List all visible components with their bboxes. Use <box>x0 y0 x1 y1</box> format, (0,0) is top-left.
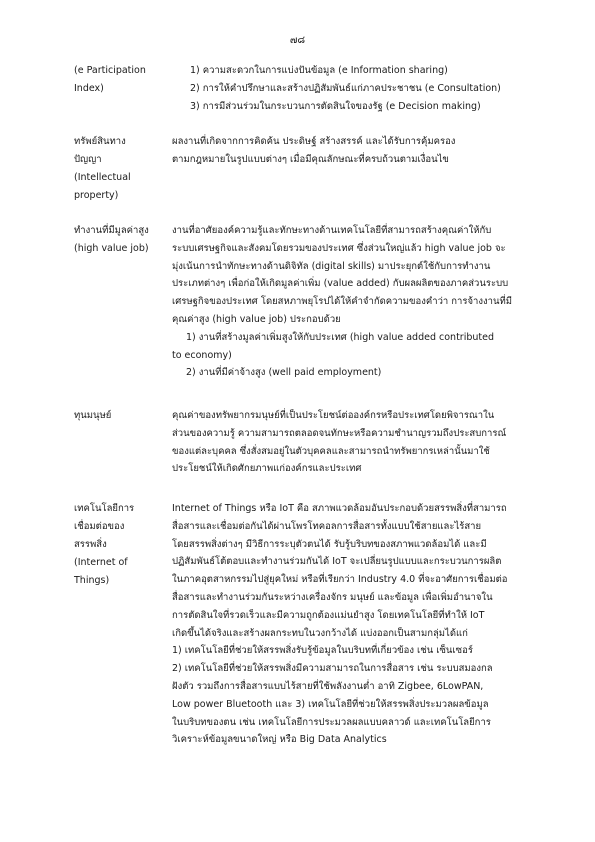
entry-term <box>74 407 169 425</box>
desc-line: ฝังตัว รวมถึงการสื่อสารแบบไร้สายที่ใช้พลังงานต่ำ อาทิ Zigbee, 6LowPAN, <box>172 680 484 692</box>
entry-description <box>172 222 534 382</box>
desc-line: to economy) <box>172 349 232 361</box>
term-line: เทคโนโลยีการ <box>74 503 135 514</box>
desc-line: สื่อสารและเชื่อมต่อกันได้ผ่านโพรโทคอลการสื่อสารทั้งแบบใช้สายและไร้สาย <box>172 520 482 532</box>
term-line: property) <box>74 190 119 201</box>
desc-line: ผลงานที่เกิดจากการคิดค้น ประดิษฐ์ สร้างสรรค์ และได้รับการคุ้มครอง <box>172 136 456 147</box>
desc-line: 2) การให้คำปรึกษาและสร้างปฏิสัมพันธ์แก่ภาคประชาชน (e Consultation) <box>190 82 501 94</box>
desc-line: Internet of Things หรือ IoT คือ สภาพแวดล้อมอันประกอบด้วยสรรพสิ่งที่สามารถ <box>172 503 507 514</box>
entry-term <box>74 62 169 98</box>
entry-description <box>172 500 534 749</box>
desc-line: Low power Bluetooth และ 3) เทคโนโลยีที่ช่วยให้สรรพสิ่งประมวลผลข้อมูล <box>172 698 489 710</box>
term-line: ทรัพย์สินทาง <box>74 136 126 147</box>
desc-line: ระบบเศรษฐกิจและสังคมโดยรวมของประเทศ ซึ่งส่วนใหญ่แล้ว high value job จะ <box>172 242 506 254</box>
entry-term <box>74 222 169 258</box>
desc-line: 1) ความสะดวกในการแบ่งปันข้อมูล (e Information sharing) <box>190 65 448 76</box>
desc-line: คุณค่าของทรัพยากรมนุษย์ที่เป็นประโยชน์ต่อองค์กรหรือประเทศโดยพิจารณาใน <box>172 410 495 421</box>
desc-line: คุณค่าสูง (high value job) ประกอบด้วย <box>172 313 341 325</box>
desc-line: ของแต่ละบุคคล ซึ่งสั่งสมอยู่ในตัวบุคคลและสามารถนำทรัพยากรเหล่านั้นมาใช้ <box>172 445 490 457</box>
desc-line: ประเภทต่างๆ เพื่อก่อให้เกิดมูลค่าเพิ่ม (value added) กับผลผลิตของภาคส่วนระบบ <box>172 278 509 290</box>
entry-term <box>74 133 169 205</box>
entry-description <box>172 133 534 169</box>
page-number: ๗๘ <box>289 35 306 46</box>
entry-term <box>74 500 169 590</box>
desc-line: โดยสรรพสิ่งต่างๆ มีวิธีการระบุตัวตนได้ รับรู้บริบทของสภาพแวดล้อมได้ และมี <box>172 538 487 550</box>
desc-line: เกิดขึ้นได้จริงและสร้างผลกระทบในวงกว้างได้ แบ่งออกเป็นสามกลุ่มได้แก่ <box>172 627 468 639</box>
term-line: (e Participation <box>74 65 146 76</box>
desc-line: ในบริบทของตน เช่น เทคโนโลยีการประมวลผลแบบคลาวด์ และเทคโนโลยีการ <box>172 716 491 728</box>
desc-line: 1) เทคโนโลยีที่ช่วยให้สรรพสิ่งรับรู้ข้อมูลในบริบทที่เกี่ยวข้อง เช่น เซ็นเซอร์ <box>172 645 473 657</box>
term-line: เชื่อมต่อของ <box>74 521 125 532</box>
term-line: (Internet of <box>74 557 128 568</box>
desc-line: 2) งานที่มีค่าจ้างสูง (well paid employment) <box>186 367 382 379</box>
desc-line: 2) เทคโนโลยีที่ช่วยให้สรรพสิ่งมีความสามารถในการสื่อสาร เช่น ระบบสมองกล <box>172 663 493 675</box>
desc-line: 3) การมีส่วนร่วมในกระบวนการตัดสินใจของรัฐ (e Decision making) <box>190 100 481 112</box>
desc-line: มุ่งเน้นการนำทักษะทางด้านดิจิทัล (digital skills) มาประยุกต์ใช้กับการทำงาน <box>172 260 491 272</box>
desc-line: การตัดสินใจที่รวดเร็วและมีความถูกต้องแม่นยำสูง โดยเทคโนโลยีที่ทำให้ IoT <box>172 609 485 621</box>
desc-line: ปฏิสัมพันธ์โต้ตอบและทำงานร่วมกันได้ IoT จะเปลี่ยนรูปแบบและกระบวนการผลิต <box>172 556 502 568</box>
desc-line: 1) งานที่สร้างมูลค่าเพิ่มสูงให้กับประเทศ (high value added contributed <box>186 331 494 343</box>
desc-line: ตามกฎหมายในรูปแบบต่างๆ เมื่อมีคุณลักษณะที่ครบถ้วนตามเงื่อนไข <box>172 153 449 165</box>
term-line: (high value job) <box>74 243 149 254</box>
term-line: สรรพสิ่ง <box>74 539 107 550</box>
desc-line: ส่วนของความรู้ ความสามารถตลอดจนทักษะหรือความชำนาญรวมถึงประสบการณ์ <box>172 427 507 439</box>
desc-line: ประโยชน์ให้เกิดศักยภาพแก่องค์กรและประเทศ <box>172 463 362 475</box>
term-line: Index) <box>74 83 104 94</box>
desc-line: งานที่อาศัยองค์ความรู้และทักษะทางด้านเทคโนโลยีที่สามารถสร้างคุณค่าให้กับ <box>172 225 492 236</box>
entry-description <box>172 62 534 115</box>
term-line: ทำงานที่มีมูลค่าสูง <box>74 225 149 236</box>
desc-line: เศรษฐกิจของประเทศ โดยสหภาพยุโรปได้ให้คำจำกัดความของคำว่า การจ้างงานที่มี <box>172 296 512 308</box>
term-line: ปัญญา <box>74 154 102 165</box>
term-line: ทุนมนุษย์ <box>74 410 112 421</box>
desc-line: ในภาคอุตสาหกรรมไปสู่ยุคใหม่ หรือที่เรียกว่า Industry 4.0 ที่จะอาศัยการเชื่อมต่อ <box>172 574 508 586</box>
term-line: Things) <box>74 575 110 586</box>
desc-line: วิเคราะห์ข้อมูลขนาดใหญ่ หรือ Big Data Analytics <box>172 734 387 746</box>
entry-description <box>172 407 534 478</box>
term-line: (Intellectual <box>74 172 131 183</box>
desc-line: สื่อสารและทำงานร่วมกันระหว่างเครื่องจักร มนุษย์ และข้อมูล เพื่อเพิ่มอำนาจใน <box>172 591 493 603</box>
